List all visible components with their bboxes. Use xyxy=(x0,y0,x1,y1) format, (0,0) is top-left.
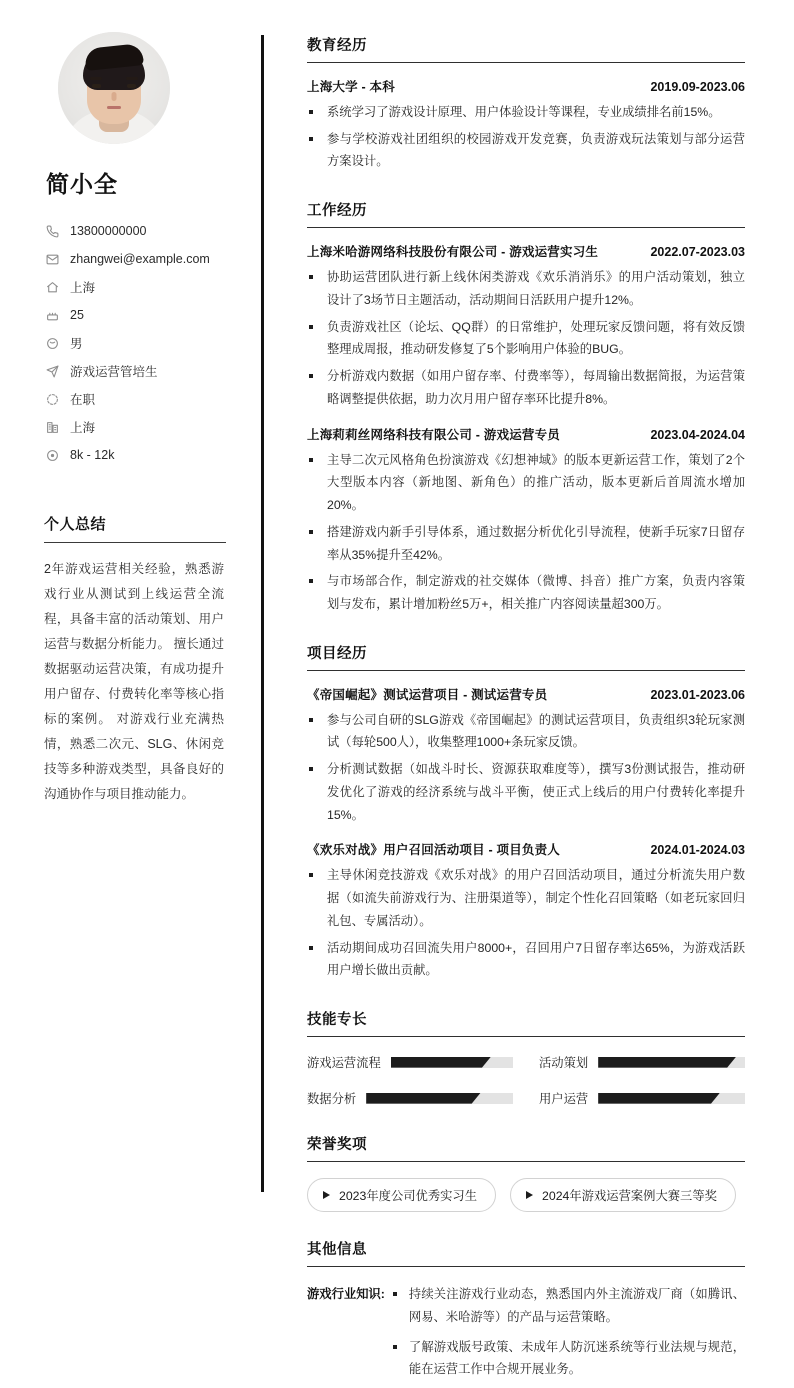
skill-item xyxy=(539,1089,745,1107)
education-heading: 教育经历 xyxy=(307,34,745,63)
entry-title: 上海米哈游网络科技股份有限公司 - 游戏运营实习生 xyxy=(307,245,599,260)
contact-email xyxy=(44,245,236,273)
skill-bar-fill xyxy=(598,1057,736,1068)
work-section xyxy=(307,199,745,616)
bullet-item: 系统学习了游戏设计原理、用户体验设计等课程，专业成绩排名前15%。 xyxy=(307,101,745,124)
bullet-item: 分析游戏内数据（如用户留存率、付费率等），每周输出数据简报，为运营策略调整提供依据，助力次月用户留存率环比提升8%。 xyxy=(307,365,745,410)
contact-age xyxy=(44,301,236,329)
contact-phone-value: 13800000000 xyxy=(70,224,147,238)
contact-age-value: 25 xyxy=(70,308,84,322)
honors-heading: 荣誉奖项 xyxy=(307,1133,745,1162)
projects-section xyxy=(307,642,745,982)
entry-date: 2023.01-2023.06 xyxy=(650,687,745,702)
sidebar xyxy=(0,0,264,1230)
skill-item xyxy=(307,1053,513,1071)
photo-nose xyxy=(112,92,117,101)
other-info-row xyxy=(307,1283,745,1388)
skill-label: 活动策划 xyxy=(539,1056,589,1071)
entry-date: 2019.09-2023.06 xyxy=(650,80,745,94)
work-entry xyxy=(307,242,745,410)
entry-title: 《帝国崛起》测试运营项目 - 测试运营专员 xyxy=(307,687,548,702)
photo-eyebrow-left xyxy=(90,77,102,80)
skill-label: 数据分析 xyxy=(307,1092,357,1107)
bullet-item: 参与公司自研的SLG游戏《帝国崛起》的测试运营项目，负责组织3轮玩家测试（每轮500人），收集整理1000+条玩家反馈。 xyxy=(307,709,745,754)
contact-email-value: zhangwei@example.com xyxy=(70,252,210,266)
other-info-list xyxy=(385,1283,745,1388)
contact-salary xyxy=(44,441,236,469)
summary-section xyxy=(44,513,236,807)
home-icon xyxy=(44,281,61,294)
skill-bar-fill xyxy=(391,1057,491,1068)
contact-salary-value: 8k - 12k xyxy=(70,448,115,462)
skill-label: 游戏运营流程 xyxy=(307,1056,381,1071)
photo-mouth xyxy=(107,106,121,109)
entry-header xyxy=(307,242,745,260)
contact-work-city-value: 上海 xyxy=(70,421,96,435)
bullet-item: 主导二次元风格角色扮演游戏《幻想神域》的版本更新运营工作，策划了2个大型版本内容（新地图、新角色）的推广活动，版本更新后首周流水增加20%。 xyxy=(307,449,745,517)
avatar xyxy=(58,32,170,144)
triangle-play-icon xyxy=(526,1191,533,1199)
contact-location xyxy=(44,273,236,301)
entry-date: 2023.04-2024.04 xyxy=(650,427,745,442)
spacer xyxy=(307,177,745,199)
entry-header xyxy=(307,685,745,703)
skills-heading: 技能专长 xyxy=(307,1008,745,1037)
contact-status-value: 在职 xyxy=(70,393,96,407)
spacer xyxy=(307,620,745,642)
entry-header xyxy=(307,77,745,95)
spacer xyxy=(307,1111,745,1133)
work-heading: 工作经历 xyxy=(307,199,745,228)
skills-grid xyxy=(307,1053,745,1107)
contact-location-value: 上海 xyxy=(70,281,96,295)
other-section xyxy=(307,1238,745,1388)
project-entry xyxy=(307,685,745,827)
bullet-item: 协助运营团队进行新上线休闲类游戏《欢乐消消乐》的用户活动策划，独立设计了3场节日主题活动，活动期间日活跃用户提升12%。 xyxy=(307,266,745,311)
skill-bar-track xyxy=(598,1057,745,1068)
building-icon xyxy=(44,421,61,434)
skill-label: 用户运营 xyxy=(539,1092,589,1107)
spacer xyxy=(307,986,745,1008)
gender-icon xyxy=(44,337,61,350)
projects-heading: 项目经历 xyxy=(307,642,745,671)
contact-status xyxy=(44,385,236,413)
spacer xyxy=(307,1216,745,1238)
entry-bullets xyxy=(307,864,745,982)
bullet-item: 分析测试数据（如战斗时长、资源获取难度等），撰写3份测试报告，推动研发优化了游戏的经济系统与战斗平衡，使正式上线后的用户付费转化率提升15%。 xyxy=(307,758,745,826)
salary-icon xyxy=(44,449,61,462)
skill-item xyxy=(539,1053,745,1071)
entry-title: 《欢乐对战》用户召回活动项目 - 项目负责人 xyxy=(307,843,561,858)
other-heading: 其他信息 xyxy=(307,1238,745,1267)
honor-chip[interactable] xyxy=(510,1178,736,1212)
entry-header xyxy=(307,425,745,443)
cake-icon xyxy=(44,309,61,322)
honors-section xyxy=(307,1133,745,1212)
bullet-item: 参与学校游戏社团组织的校园游戏开发竞赛，负责游戏玩法策划与部分运营方案设计。 xyxy=(307,128,745,173)
bullet-item: 活动期间成功召回流失用户8000+，召回用户7日留存率达65%，为游戏活跃用户增长做出贡献。 xyxy=(307,937,745,982)
education-section xyxy=(307,34,745,173)
envelope-icon xyxy=(44,253,61,266)
contact-phone xyxy=(44,217,236,245)
portrait-photo xyxy=(58,32,170,144)
education-entry xyxy=(307,77,745,173)
entry-bullets xyxy=(307,101,745,173)
photo-eye-right xyxy=(127,84,136,88)
skill-item xyxy=(307,1089,513,1107)
entry-bullets xyxy=(307,266,745,410)
skill-bar-fill xyxy=(366,1093,481,1104)
entry-title: 上海大学 - 本科 xyxy=(307,80,395,94)
skill-bar-track xyxy=(598,1093,745,1104)
work-entry xyxy=(307,425,745,616)
bullet-item: 主导休闲竞技游戏《欢乐对战》的用户召回活动项目，通过分析流失用户数据（如流失前游戏行为、注册渠道等），制定个性化召回策略（如老玩家回归礼包、专属活动）。 xyxy=(307,864,745,932)
skill-bar-track xyxy=(391,1057,513,1068)
photo-eyebrow-right xyxy=(126,77,138,80)
honor-label: 2024年游戏运营案例大赛三等奖 xyxy=(542,1189,717,1204)
summary-text: 2年游戏运营相关经验，熟悉游戏行业从测试到上线运营全流程，具备丰富的活动策划、用户运营与数据分析能力。 擅长通过数据驱动运营决策，有成功提升用户留存、付费转化率等核心指标的案例。 对游戏行业充满热情，熟悉二次元、SLG、休闲竞技等多种游戏类型，具备良好的沟通协作与项目推动能力。 xyxy=(44,562,224,801)
contact-list xyxy=(44,217,236,469)
bullet-item: 搭建游戏内新手引导体系，通过数据分析优化引导流程，使新手玩家7日留存率从35%提升至42%。 xyxy=(307,521,745,566)
honor-chip[interactable] xyxy=(307,1178,496,1212)
bullet-item: 与市场部合作，制定游戏的社交媒体（微博、抖音）推广方案，负责内容策划与发布，累计增加粉丝5万+，相关推广内容阅读量超300万。 xyxy=(307,570,745,615)
entry-bullets xyxy=(307,709,745,827)
bullet-item: 了解游戏版号政策、未成年人防沉迷系统等行业法规与规范，能在运营工作中合规开展业务。 xyxy=(389,1336,745,1381)
entry-header xyxy=(307,840,745,858)
main-content xyxy=(264,0,794,1377)
contact-gender-value: 男 xyxy=(70,337,83,351)
project-entry xyxy=(307,840,745,982)
other-info-label: 游戏行业知识: xyxy=(307,1287,385,1302)
candidate-name: 简小全 xyxy=(46,171,118,197)
honor-label: 2023年度公司优秀实习生 xyxy=(339,1189,478,1204)
bullet-item: 负责游戏社区（论坛、QQ群）的日常维护，处理玩家反馈问题，将有效反馈整理成周报，推动研发修复了5个影响用户体验的BUG。 xyxy=(307,316,745,361)
status-icon xyxy=(44,393,61,406)
paper-plane-icon xyxy=(44,365,61,378)
phone-icon xyxy=(44,225,61,238)
entry-title: 上海莉莉丝网络科技有限公司 - 游戏运营专员 xyxy=(307,427,561,442)
skills-section xyxy=(307,1008,745,1107)
contact-position xyxy=(44,357,236,385)
photo-eye-left xyxy=(92,84,101,88)
skill-bar-fill xyxy=(598,1093,720,1104)
bullet-item: 持续关注游戏行业动态，熟悉国内外主流游戏厂商（如腾讯、网易、米哈游等）的产品与运营策略。 xyxy=(389,1283,745,1328)
contact-position-value: 游戏运营管培生 xyxy=(70,365,158,379)
skill-bar-track xyxy=(366,1093,513,1104)
entry-bullets xyxy=(307,449,745,616)
summary-heading: 个人总结 xyxy=(44,513,226,543)
honors-list xyxy=(307,1178,745,1212)
contact-gender xyxy=(44,329,236,357)
entry-date: 2022.07-2023.03 xyxy=(650,245,745,260)
contact-work-city xyxy=(44,413,236,441)
triangle-play-icon xyxy=(323,1191,330,1199)
entry-date: 2024.01-2024.03 xyxy=(650,843,745,858)
